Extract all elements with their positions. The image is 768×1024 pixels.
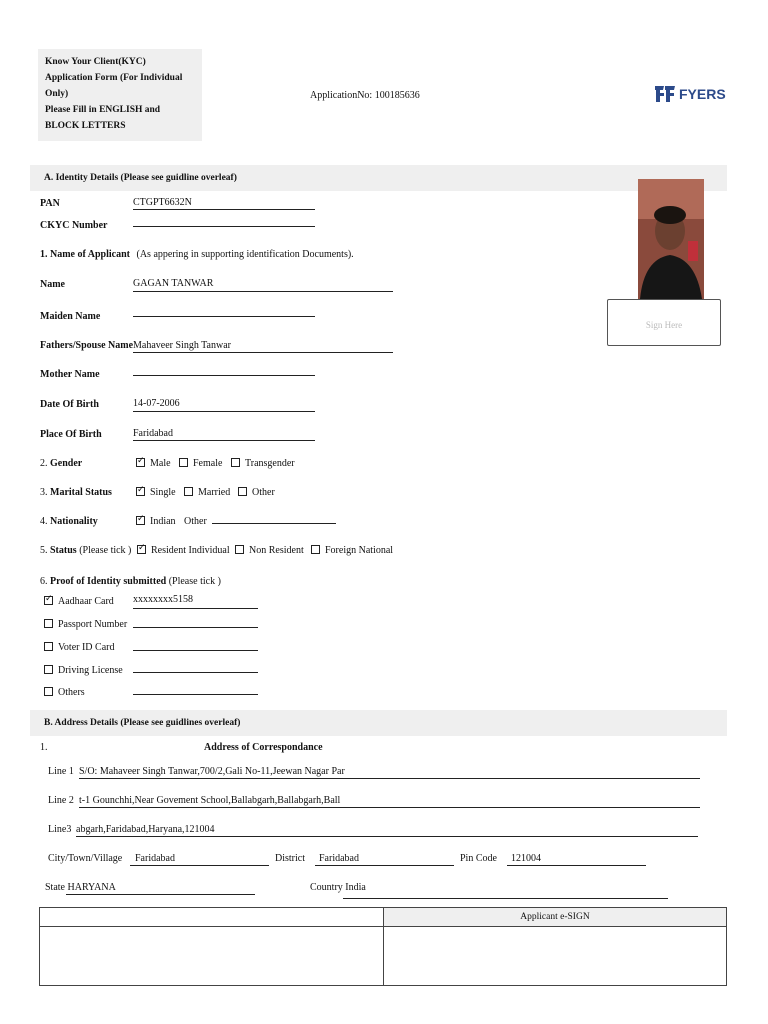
dob-underline (133, 411, 315, 412)
country-label: Country (310, 882, 343, 893)
poi-aadhaar-checkbox[interactable] (44, 596, 53, 605)
signature-box[interactable] (607, 299, 721, 346)
line2-underline (79, 807, 700, 808)
poi-driving-checkbox[interactable] (44, 665, 53, 674)
fyers-logo (654, 84, 726, 104)
section-a-title: A. Identity Details (Please see guidline overleaf) (44, 173, 237, 183)
esign-header: Applicant e-SIGN (384, 908, 726, 927)
father-underline (133, 352, 393, 353)
poi-item-label: Others (58, 687, 85, 698)
line1-label: Line 1 (48, 766, 74, 777)
ckyc-label: CKYC Number (40, 220, 108, 231)
line1-value[interactable]: S/O: Mahaveer Singh Tanwar,700/2,Gali No-11,Jeewan Nagar Par (79, 766, 345, 777)
esign-left-rule (40, 926, 383, 927)
country-field (310, 882, 366, 893)
sign-placeholder: Sign Here (645, 320, 683, 330)
marital-other-checkbox[interactable] (238, 487, 247, 496)
status-foreign-checkbox[interactable] (311, 545, 320, 554)
poi-passport-checkbox[interactable] (44, 619, 53, 628)
gender-female-checkbox[interactable] (179, 458, 188, 467)
line3-underline (76, 836, 698, 837)
father-label: Fathers/Spouse Name (40, 340, 134, 351)
marital-option: Single (150, 487, 176, 498)
status-option: Non Resident (249, 545, 304, 556)
ckyc-underline (133, 226, 315, 227)
address-heading: Address of Correspondance (204, 742, 323, 753)
pin-underline (507, 865, 646, 866)
line3-value[interactable]: abgarh,Faridabad,Haryana,121004 (76, 824, 215, 835)
name-heading (40, 249, 354, 260)
city-value[interactable]: Faridabad (135, 853, 175, 864)
father-value[interactable]: Mahaveer Singh Tanwar (133, 340, 231, 351)
gender-option: Male (150, 458, 171, 469)
status-option: Resident Individual (151, 545, 230, 556)
name-underline (133, 291, 393, 292)
pob-value[interactable]: Faridabad (133, 428, 173, 439)
gender-male-checkbox[interactable] (136, 458, 145, 467)
form-title-line: Know Your Client(KYC) (45, 57, 146, 67)
application-number: ApplicationNo: 100185636 (310, 90, 420, 101)
status-resident-checkbox[interactable] (137, 545, 146, 554)
country-value[interactable]: India (345, 882, 366, 893)
poi-others-checkbox[interactable] (44, 687, 53, 696)
poi-item-label: Driving License (58, 665, 123, 676)
marital-single-checkbox[interactable] (136, 487, 145, 496)
state-value[interactable]: HARYANA (67, 882, 116, 893)
poi-heading: 6. Proof of Identity submitted (Please tick ) (40, 576, 221, 587)
state-field (45, 882, 116, 893)
status-label: 5. Status (Please tick ) (40, 545, 132, 556)
gender-label: 2. Gender (40, 458, 83, 469)
nationality-other-underline[interactable] (212, 523, 336, 524)
poi-underline (133, 650, 258, 651)
applicant-photo (638, 179, 704, 299)
maiden-label: Maiden Name (40, 311, 101, 322)
poi-item-label: Passport Number (58, 619, 128, 630)
form-title-line: Please Fill in ENGLISH and (45, 105, 161, 115)
name-value[interactable]: GAGAN TANWAR (133, 278, 214, 289)
status-nonresident-checkbox[interactable] (235, 545, 244, 554)
form-title-line: Only) (45, 89, 69, 99)
nationality-label: 4. Nationality (40, 516, 98, 527)
district-value[interactable]: Faridabad (319, 853, 359, 864)
status-option: Foreign National (325, 545, 394, 556)
marital-option: Other (252, 487, 275, 498)
poi-underline (133, 608, 258, 609)
nationality-indian-checkbox[interactable] (136, 516, 145, 525)
pan-value[interactable]: CTGPT6632N (133, 197, 192, 208)
line3-label: Line3 (48, 824, 72, 835)
dob-label: Date Of Birth (40, 399, 99, 410)
mother-underline (133, 375, 315, 376)
address-index: 1. (40, 742, 48, 753)
poi-underline (133, 694, 258, 695)
district-underline (315, 865, 454, 866)
poi-item-label: Voter ID Card (58, 642, 115, 653)
line1-underline (79, 778, 700, 779)
state-underline (66, 894, 255, 895)
esign-table (39, 907, 727, 986)
poi-voterid-checkbox[interactable] (44, 642, 53, 651)
name-label: Name (40, 279, 65, 290)
country-underline (343, 898, 668, 899)
dob-value[interactable]: 14-07-2006 (133, 398, 180, 409)
marital-option: Married (198, 487, 231, 498)
district-label: District (275, 853, 305, 864)
form-title-line: Application Form (For Individual (45, 73, 183, 83)
form-title-line: BLOCK LETTERS (45, 121, 126, 131)
poi-underline (133, 672, 258, 673)
poi-item-value[interactable]: xxxxxxxx5158 (133, 594, 193, 605)
name-heading-note: (As appering in supporting identification Documents). (136, 249, 354, 260)
poi-underline (133, 627, 258, 628)
pan-underline (133, 209, 315, 210)
pob-label: Place Of Birth (40, 429, 102, 440)
city-label: City/Town/Village (48, 853, 123, 864)
marital-label: 3. Marital Status (40, 487, 112, 498)
pin-label: Pin Code (460, 853, 497, 864)
line2-label: Line 2 (48, 795, 74, 806)
pob-underline (133, 440, 315, 441)
mother-label: Mother Name (40, 369, 100, 380)
maiden-underline (133, 316, 315, 317)
gender-option: Transgender (245, 458, 295, 469)
name-heading-label: 1. Name of Applicant (40, 249, 130, 260)
esign-signature-area[interactable] (384, 927, 726, 985)
gender-transgender-checkbox[interactable] (231, 458, 240, 467)
marital-married-checkbox[interactable] (184, 487, 193, 496)
line2-value[interactable]: t-1 Gounchhi,Near Govement School,Ballabgarh,Ballabgarh,Ball (79, 795, 341, 806)
city-underline (130, 865, 269, 866)
state-label: State (45, 882, 65, 893)
poi-item-label: Aadhaar Card (58, 596, 114, 607)
section-b-header (30, 710, 727, 736)
pin-value[interactable]: 121004 (511, 853, 541, 864)
logo-text: FYERS (679, 86, 726, 102)
section-a-header (30, 165, 727, 191)
pan-label: PAN (40, 198, 60, 209)
nationality-option: Indian (150, 516, 176, 527)
section-b-title: B. Address Details (Please see guidlines overleaf) (44, 718, 241, 728)
form-title-box (38, 49, 202, 141)
nationality-other-label: Other (184, 516, 207, 527)
gender-option: Female (193, 458, 223, 469)
fyers-logo-icon (654, 84, 676, 104)
